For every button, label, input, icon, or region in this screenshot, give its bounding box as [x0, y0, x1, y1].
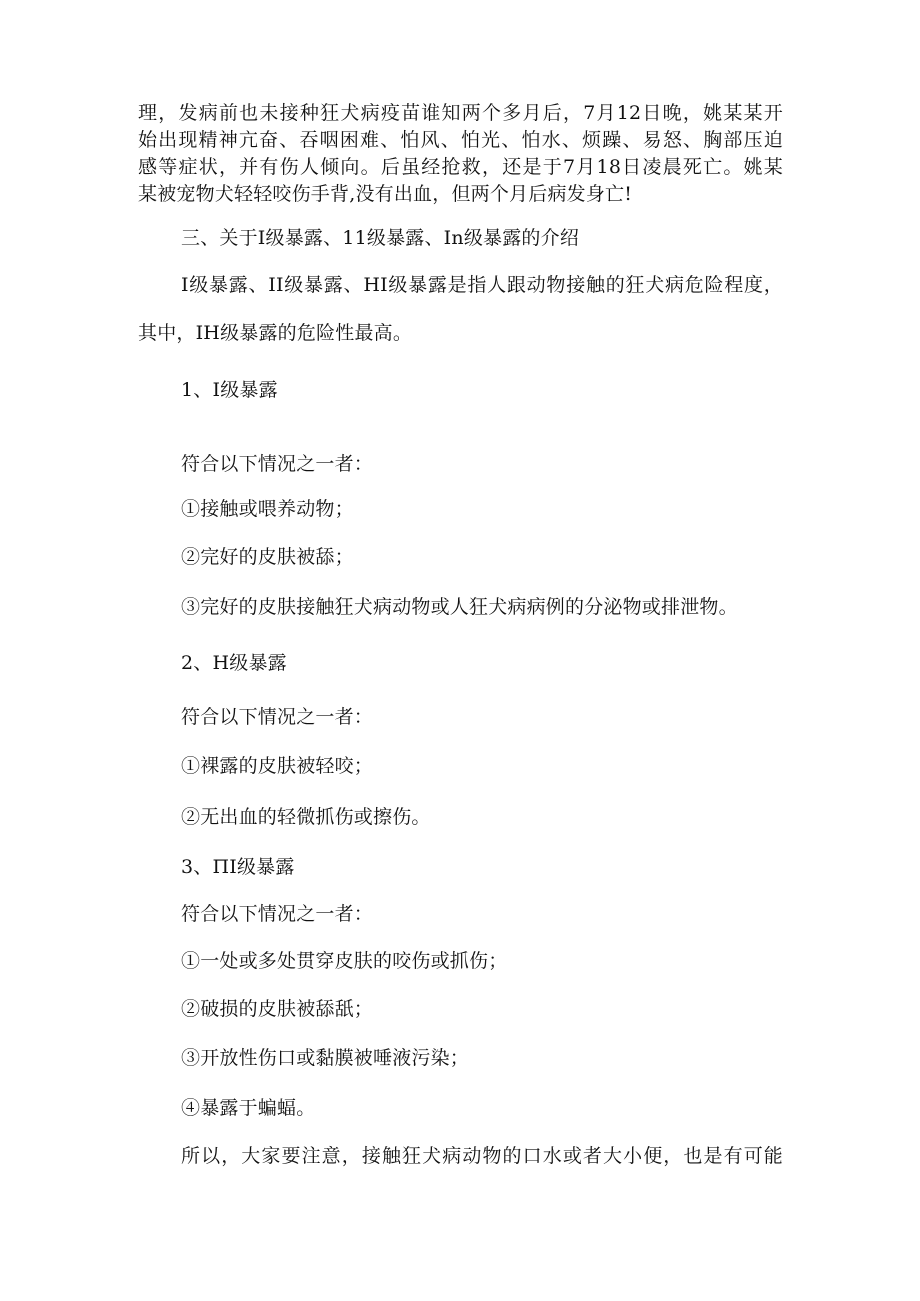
- list-item: ①一处或多处贯穿皮肤的咬伤或抓伤；: [181, 950, 508, 972]
- list-item: ②完好的皮肤被舔；: [181, 546, 354, 568]
- list-item: ②无出血的轻微抓伤或擦伤。: [181, 806, 431, 828]
- intro-line: I级暴露、II级暴露、HI级暴露是指人跟动物接触的狂犬病危险程度，: [181, 274, 783, 296]
- paragraph-line: 始出现精神亢奋、吞咽困难、怕风、怕光、怕水、烦躁、易怒、胸部压迫: [138, 129, 783, 151]
- level-2-lead: 符合以下情况之一者：: [181, 706, 374, 728]
- list-item: ①裸露的皮肤被轻咬；: [181, 755, 374, 777]
- level-1-title: 1、I级暴露: [181, 379, 278, 401]
- list-item: ④暴露于蝙蝠。: [181, 1097, 316, 1119]
- paragraph-line: 理，发病前也未接种狂犬病疫苗谁知两个多月后，7月12日晚，姚某某开: [138, 102, 783, 124]
- paragraph-line: 某被宠物犬轻轻咬伤手背,没有出血，但两个月后病发身亡!: [138, 183, 633, 205]
- intro-line: 其中，IH级暴露的危险性最高。: [138, 322, 413, 344]
- closing-line: 所以，大家要注意，接触狂犬病动物的口水或者大小便，也是有可能: [181, 1145, 783, 1167]
- list-item: ③完好的皮肤接触狂犬病动物或人狂犬病病例的分泌物或排泄物。: [181, 596, 738, 618]
- list-item: ②破损的皮肤被舔舐；: [181, 998, 374, 1020]
- section-heading: 三、关于I级暴露、11级暴露、In级暴露的介绍: [181, 227, 580, 249]
- level-2-title: 2、H级暴露: [181, 652, 287, 674]
- level-3-lead: 符合以下情况之一者：: [181, 903, 374, 925]
- level-3-title: 3、ΠI级暴露: [181, 856, 295, 878]
- list-item: ③开放性伤口或黏膜被唾液污染；: [181, 1047, 470, 1069]
- level-1-lead: 符合以下情况之一者：: [181, 453, 374, 475]
- paragraph-line: 感等症状，并有伤人倾向。后虽经抢救，还是于7月18日凌晨死亡。姚某: [138, 156, 783, 178]
- list-item: ①接触或喂养动物；: [181, 498, 354, 520]
